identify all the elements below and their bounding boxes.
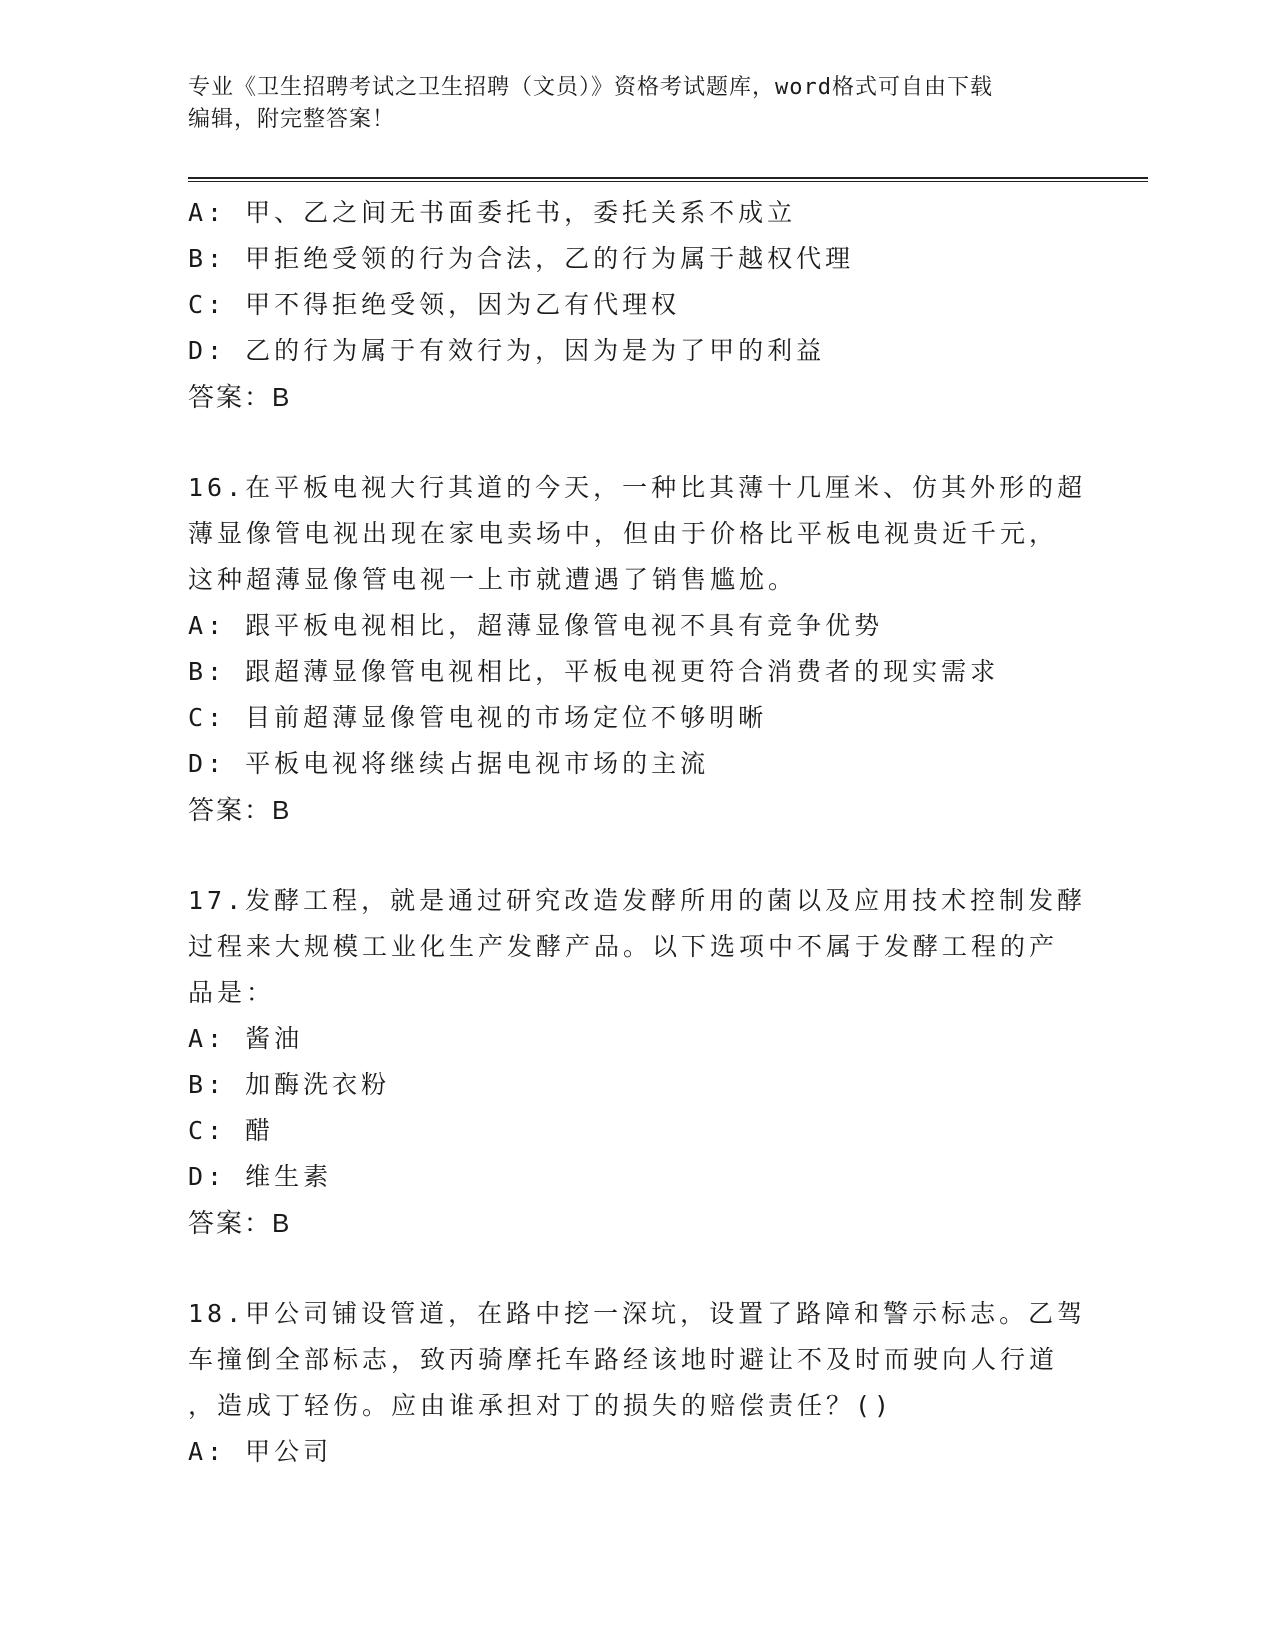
question-block-15 bbox=[188, 190, 1088, 420]
spacer bbox=[188, 420, 1088, 465]
answer-line: 答案：B bbox=[188, 795, 292, 825]
option-c: C: 醋 bbox=[188, 1116, 275, 1145]
question-text-line: 18.甲公司铺设管道，在路中挖一深坑，设置了路障和警示标志。乙驾 bbox=[188, 1299, 1087, 1328]
question-text-line: 车撞倒全部标志，致丙骑摩托车路经该地时避让不及时而驶向人行道 bbox=[188, 1345, 1059, 1374]
question-text-line: 薄显像管电视出现在家电卖场中，但由于价格比平板电视贵近千元， bbox=[188, 519, 1059, 548]
header-rule bbox=[188, 177, 1148, 179]
question-text-line: 16.在平板电视大行其道的今天，一种比其薄十几厘米、仿其外形的超 bbox=[188, 473, 1087, 502]
question-text-line: ，造成丁轻伤。应由谁承担对丁的损失的赔偿责任？() bbox=[188, 1391, 894, 1420]
question-block-16 bbox=[188, 465, 1088, 833]
option-a: A: 甲公司 bbox=[188, 1437, 333, 1466]
option-d: D: 维生素 bbox=[188, 1162, 333, 1191]
option-c: C: 甲不得拒绝受领，因为乙有代理权 bbox=[188, 290, 681, 319]
header-line-2: 编辑，附完整答案！ bbox=[188, 107, 396, 132]
spacer bbox=[188, 833, 1088, 878]
option-c: C: 目前超薄显像管电视的市场定位不够明晰 bbox=[188, 703, 768, 732]
spacer bbox=[188, 1246, 1088, 1291]
option-b: B: 跟超薄显像管电视相比，平板电视更符合消费者的现实需求 bbox=[188, 657, 1000, 686]
question-text-line: 17.发酵工程，就是通过研究改造发酵所用的菌以及应用技术控制发酵 bbox=[188, 886, 1087, 915]
question-content bbox=[188, 190, 1088, 1475]
option-b: B: 甲拒绝受领的行为合法，乙的行为属于越权代理 bbox=[188, 244, 855, 273]
question-text-line: 过程来大规模工业化生产发酵产品。以下选项中不属于发酵工程的产 bbox=[188, 932, 1059, 961]
option-a: A: 酱油 bbox=[188, 1024, 304, 1053]
header-line-1: 专业《卫生招聘考试之卫生招聘（文员）》资格考试题库，word格式可自由下载 bbox=[188, 75, 993, 100]
document-header bbox=[188, 72, 1088, 136]
question-block-18 bbox=[188, 1291, 1088, 1475]
option-d: D: 乙的行为属于有效行为，因为是为了甲的利益 bbox=[188, 336, 826, 365]
answer-line: 答案：B bbox=[188, 1208, 292, 1238]
option-b: B: 加酶洗衣粉 bbox=[188, 1070, 391, 1099]
header-rule-thin bbox=[188, 181, 1148, 182]
question-text-line: 品是： bbox=[188, 978, 276, 1007]
option-d: D: 平板电视将继续占据电视市场的主流 bbox=[188, 749, 710, 778]
answer-line: 答案：B bbox=[188, 382, 292, 412]
question-block-17 bbox=[188, 878, 1088, 1246]
option-a: A: 甲、乙之间无书面委托书，委托关系不成立 bbox=[188, 198, 797, 227]
question-text-line: 这种超薄显像管电视一上市就遭遇了销售尴尬。 bbox=[188, 565, 798, 594]
option-a: A: 跟平板电视相比，超薄显像管电视不具有竞争优势 bbox=[188, 611, 884, 640]
